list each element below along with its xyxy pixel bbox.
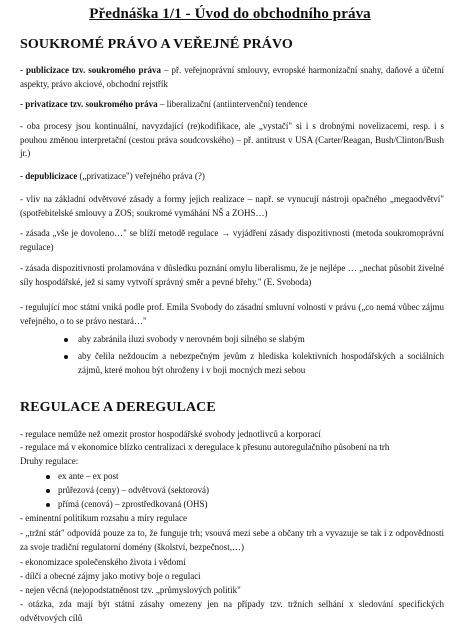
text-line: - regulace má v ekonomice blízko centralizaci x deregulace k přesunu autoregulačního působení na trh [20,442,390,452]
term-depublicizace: - depublicizace [20,171,78,181]
text-privatizace: – liberalizační (antiintervenční) tendence [157,99,308,109]
page-title: Přednáška 1/1 - Úvod do obchodního práva [89,6,371,22]
list-item: ex ante – ex post [58,470,424,484]
section-heading-regulation: REGULACE A DEREGULACE [20,400,216,415]
list-item: průřezová (ceny) – odvětvová (sektorová) [58,484,424,498]
text-line: - eminentní politikum rozsahu a míry regulace [20,513,187,523]
text-line: - nejen věcná (ne)opodstatněnost tzv. „průmyslových politik" [20,585,241,595]
text-publicizace: – př. veřejnoprávní smlouvy, evropské harmonizační snahy, daňové a účetní aspekty, právo akciové, obchodní rejstřík [20,65,444,89]
list-item: přímá (cenová) – zprostředkovaná (OHS) [58,498,424,512]
paragraph-privatizace [20,98,444,112]
paragraph-market-state: - „tržní stát" odpovídá pouze za to, že funguje trh; vsouvá mezi sebe a občany trh a vyvazuje se tak i z odpovědnosti za svoje tradiční regulatorní domény (školství, bezpečnost,…) [20,528,444,552]
text-line: Druhy regulace: [20,456,79,466]
list-item: aby zabránila iluzi svobody v nerovném boji silného se slabým [78,333,444,347]
term-publicizace: - publicizace tzv. soukromého práva [20,65,162,75]
paragraph-influence: - vliv na základní odvětvové zásady a formy jejich realizace – např. se vynucují nástroji opačného „megaodvětví" (spotřebitelské smlouvy a ZOS; soukromé vymáhání NŠ a ZOHS…) [20,194,444,218]
paragraph-state-power: - regulující moc státní vniká podle prof. Emila Svobody do zásadní smluvní volnosti v právu („co nemá vůbec zájmu veřejného, o to se právo nestará…" [20,302,444,326]
paragraph-processes: - oba procesy jsou kontinuální, navyzdající (re)kodifikace, ale „vystačí" si i s drobnými novelizacemi, resp. i s pouhou změnou interpretační (cestou práva soudcovského) – př. antitrust v USA (Carter/Reagan, Bush/Clinton/Bush jr.) [20,121,444,158]
text-line: - ekonomizace společenského života i vědomí [20,557,186,567]
text-depublicizace: („privatizace") veřejného práva (?) [77,171,205,181]
list-item: aby čelila neždoucím a nebezpečným jevům z hlediska kolektivních hospodářských a sociálních zájmů, které mohou být ohroženy i v boji mocných mezi sebou [78,350,444,377]
paragraph-market-failures: - otázka, zda mají být státní zásahy omezeny jen na případy tzv. tržních selhání x sledování specifických odvětvových cílů [20,599,444,623]
paragraph-dispositivity: - zásada dispozitivnosti prolamována v důsledku poznání omylu liberalismu, že je nejlépe … „nechat působit živelné síly hospodářské, jež si samy vytvoří správný směr a pevné břehy." (E. Svoboda) [20,263,444,287]
section-heading-private-public-law: SOUKROMÉ PRÁVO A VEŘEJNÉ PRÁVO [20,37,293,52]
text-line: - dílčí a obecné zájmy jako motivy boje o regulaci [20,571,201,581]
paragraph-depublicizace [20,170,444,184]
paragraph-publicizace [20,64,444,91]
term-privatizace: - privatizace tzv. soukromého práva [20,99,158,109]
paragraph-everything-allowed: - zásada „vše je dovoleno…" se blíží metodě regulace → vyjádření zásady dispozitivnosti (metoda soukromoprávní regulace) [20,228,444,252]
text-line: - regulace nemůže než omezit prostor hospodářské svobody jednotlivců a korporací [20,429,321,439]
